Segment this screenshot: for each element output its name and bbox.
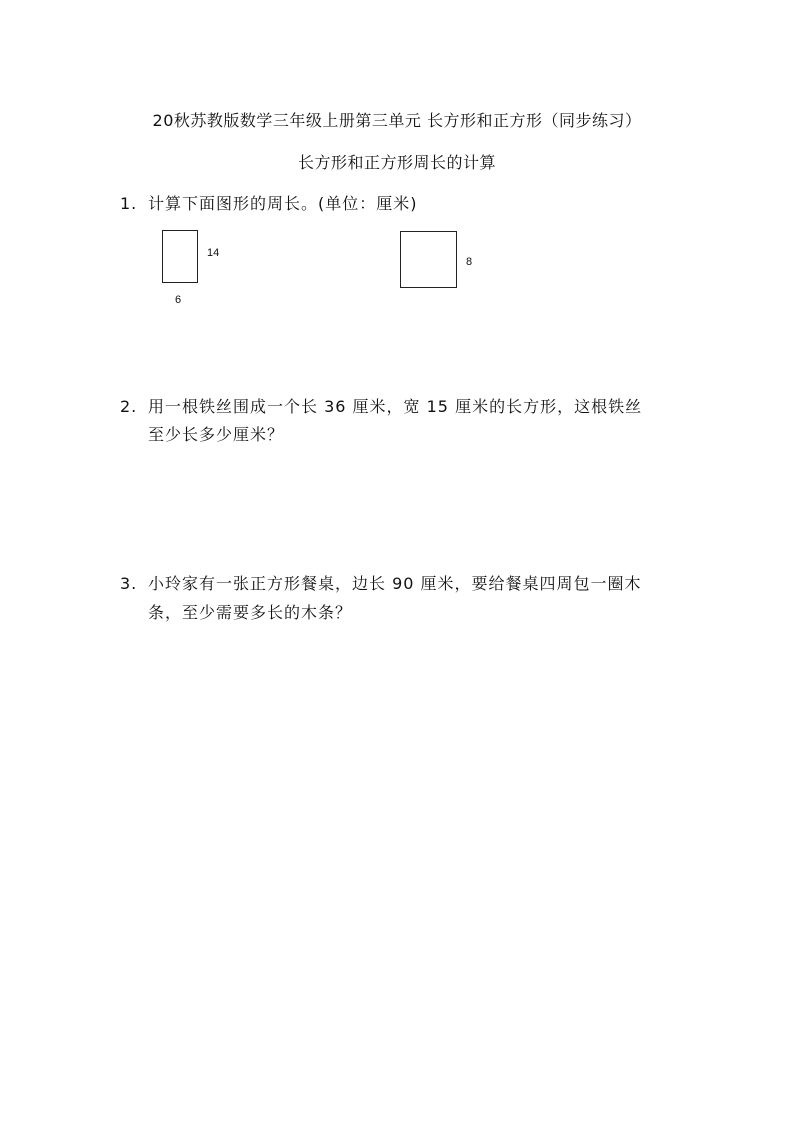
question-2 (120, 394, 642, 417)
rectangle-width-label: 6 (175, 294, 182, 306)
question-1-text: 计算下面图形的周长。(单位：厘米) (148, 194, 418, 213)
square-side-label: 8 (466, 256, 473, 268)
question-1-number: 1. (120, 194, 138, 213)
question-3-number: 3. (120, 574, 138, 593)
square-figure (400, 231, 457, 288)
rectangle-length-label: 14 (207, 247, 220, 259)
question-2-line-2: 至少长多少厘米？ (148, 425, 285, 444)
section-subtitle: 长方形和正方形周长的计算 (297, 153, 496, 172)
question-1 (120, 191, 418, 214)
page-title: 20秋苏教版数学三年级上册第三单元 长方形和正方形（同步练习） (152, 111, 642, 130)
question-2-line-1: 用一根铁丝围成一个长 36 厘米，宽 15 厘米的长方形，这根铁丝 (148, 397, 643, 416)
question-3 (120, 571, 642, 594)
question-3-line-1: 小玲家有一张正方形餐桌，边长 90 厘米，要给餐桌四周包一圈木 (148, 574, 642, 593)
question-3-line-2: 条，至少需要多长的木条？ (148, 603, 353, 622)
rectangle-figure (162, 230, 198, 283)
question-2-number: 2. (120, 397, 138, 416)
